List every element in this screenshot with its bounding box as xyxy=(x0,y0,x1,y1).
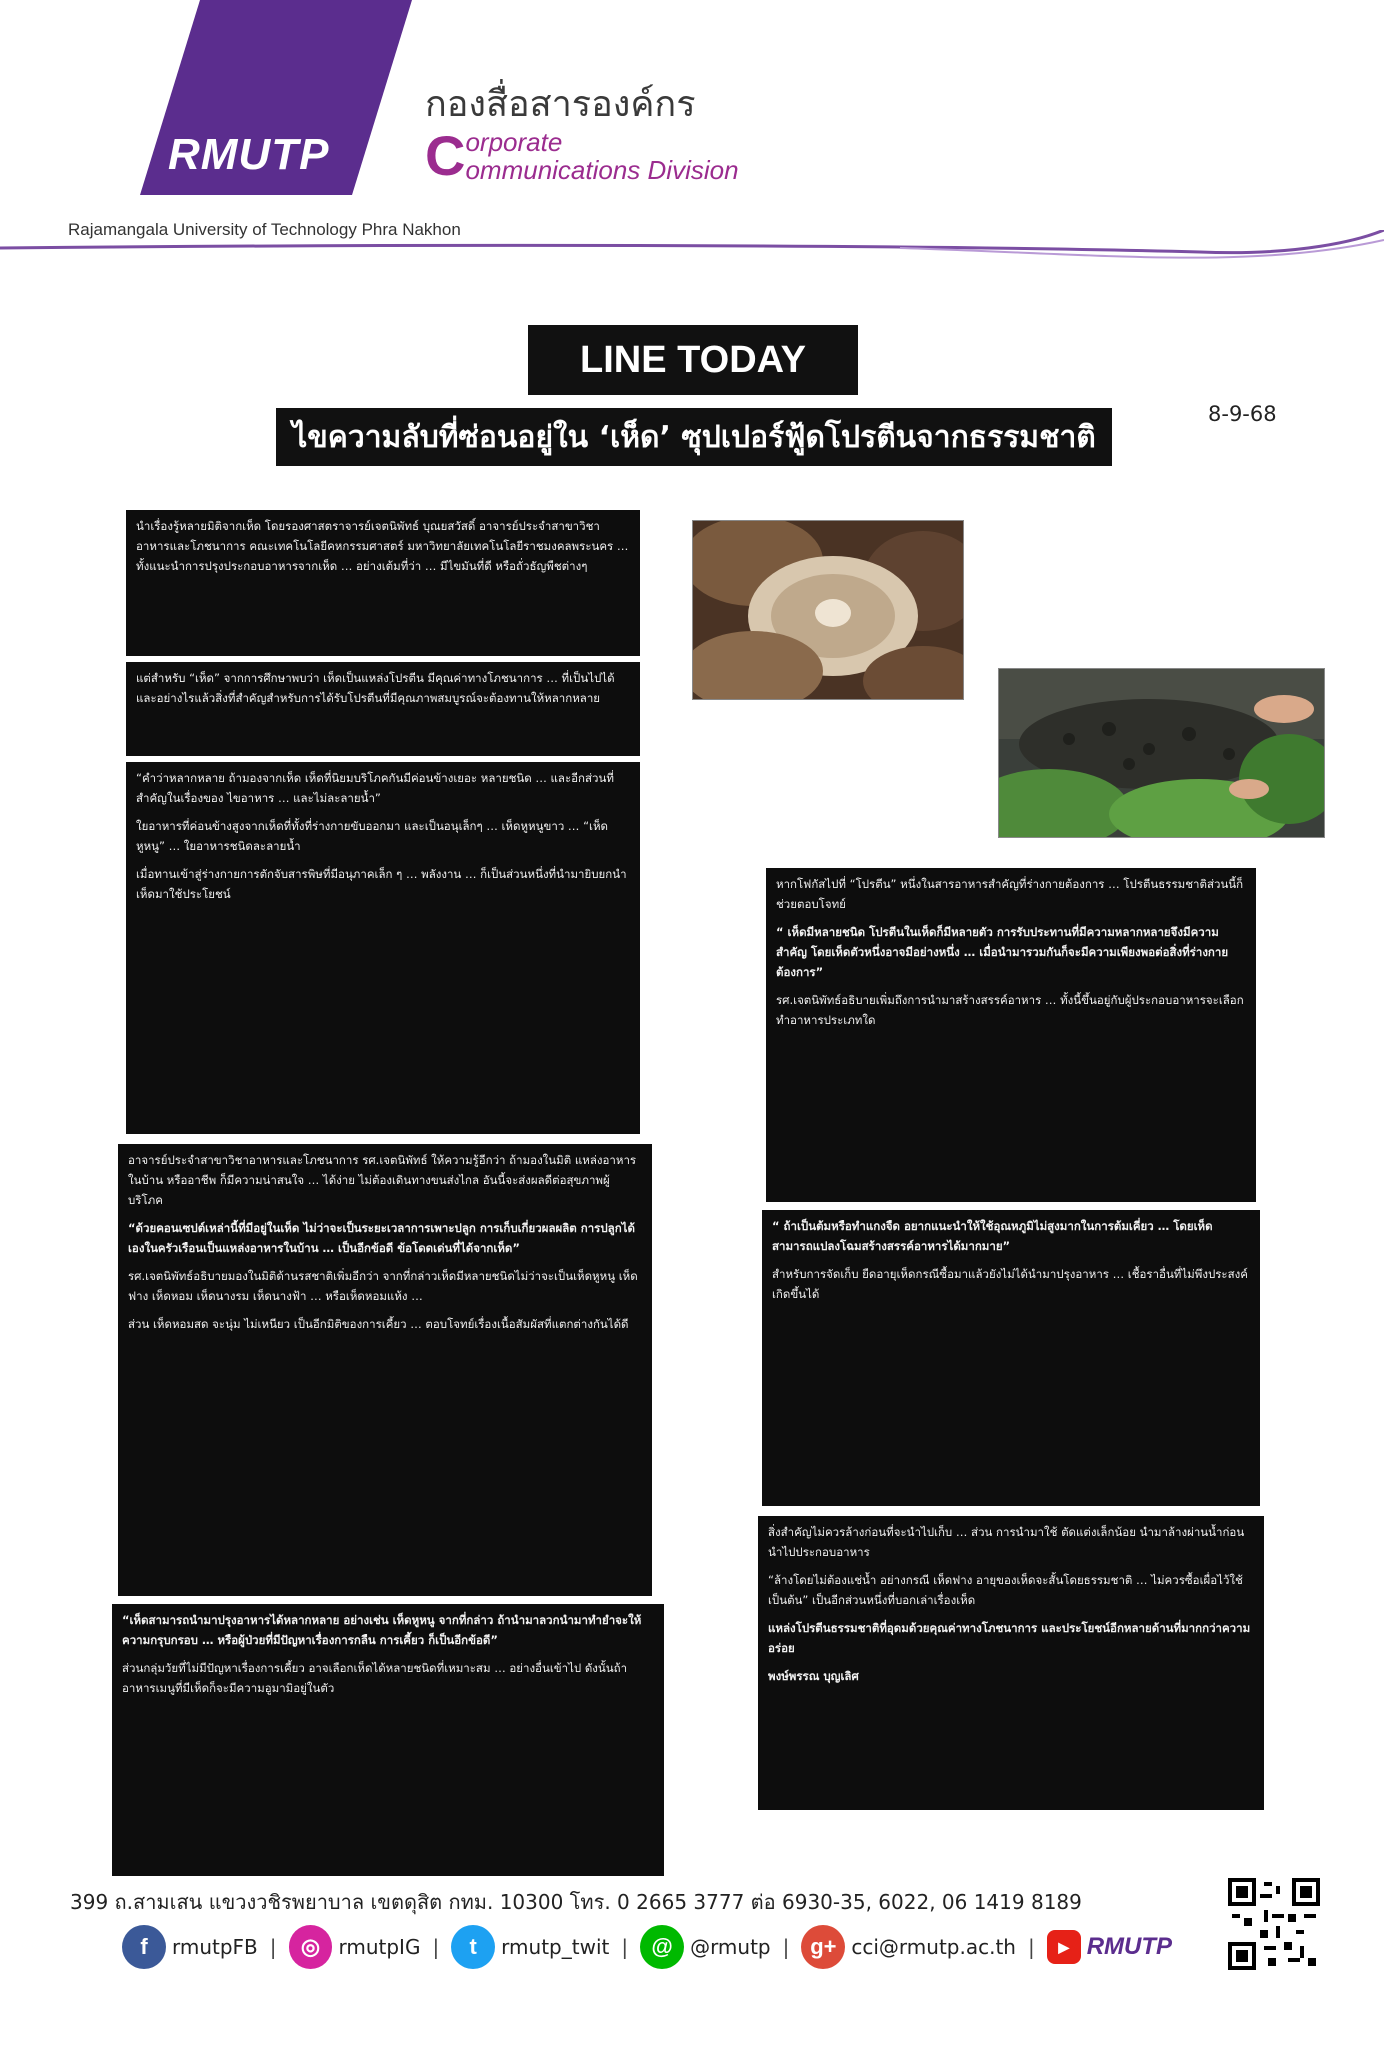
paragraph: ส่วนกลุ่มวัยที่ไม่มีปัญหาเรื่องการเคี้ยว อาจเลือกเห็ดได้หลายชนิดที่เหมาะสม … อย่างอื่นเข้าไป ดังนั้นถ้าอาหารเมนูที่มีเห็ดก็จะมีความอูมามิอยู่ในตัว xyxy=(122,1661,628,1695)
dept-initial-c: C xyxy=(425,124,466,187)
right-text-block-1 xyxy=(766,868,1256,1202)
separator: | xyxy=(432,1935,440,1959)
university-name: Rajamangala University of Technology Phra Nakhon xyxy=(68,220,461,239)
twitter-handle[interactable]: rmutp_twit xyxy=(501,1935,610,1959)
right-text-block-3 xyxy=(758,1516,1264,1810)
instagram-icon[interactable]: ◎ xyxy=(289,1925,333,1969)
paragraph: ส่วน เห็ดหอมสด จะนุ่ม ไม่เหนียว เป็นอีกมิติของการเคี้ยว … ตอบโจทย์เรื่องเนื้อสัมผัสที่แตกต่างกันได้ดี xyxy=(128,1317,629,1331)
paragraph: “ เห็ดมีหลายชนิด โปรตีนในเห็ดก็มีหลายตัว การรับประทานที่มีความหลากหลายจึงมีความสำคัญ โดยเห็ดตัวหนึ่งอาจมีอย่างหนึ่ง … เมื่อนำมารวมกันก็จะมีความเพียงพอต่อสิ่งที่ร่างกายต้องการ” xyxy=(776,925,1229,979)
author-name: พงษ์พรรณ บุญเลิศ xyxy=(768,1669,859,1683)
line-icon[interactable]: @ xyxy=(640,1925,684,1969)
department-thai-name: กองสื่อสารองค์กร xyxy=(425,84,696,125)
mushroom-photo xyxy=(692,520,964,700)
paragraph: เมื่อทานเข้าสู่ร่างกายการตักจับสารพิษที่มีอนุภาคเล็ก ๆ … พลังงาน … ก็เป็นส่วนหนึ่งที่นำมายิบยกนำเห็ดมาใช้ประโยชน์ xyxy=(136,867,627,901)
paragraph: แต่สำหรับ “เห็ด” จากการศึกษาพบว่า เห็ดเป็นแหล่งโปรตีน มีคุณค่าทางโภชนาการ … ที่เป็นไปได้ และอย่างไรแล้วสิ่งที่สำคัญสำหรับการได้รับโปรตีนที่มีคุณภาพสมบูรณ์จะต้องทานให้หลากหลาย xyxy=(136,671,615,705)
article-headline: ไขความลับที่ซ่อนอยู่ใน ‘เห็ด’ ซุปเปอร์ฟู้ดโปรตีนจากธรรมชาติ xyxy=(276,408,1112,466)
paragraph: “ล้างโดยไม่ต้องแช่น้ำ อย่างกรณี เห็ดฟาง อายุของเห็ดจะสั้นโดยธรรมชาติ … ไม่ควรซื้อเผื่อไว้ใช้ เป็นต้น” เป็นอีกส่วนหนึ่งที่บอกเล่าเรื่องเห็ด xyxy=(768,1573,1243,1607)
facebook-icon[interactable]: f xyxy=(122,1925,166,1969)
separator: | xyxy=(621,1935,629,1959)
paragraph: “ ถ้าเป็นต้มหรือทำแกงจืด อยากแนะนำให้ใช้อุณหภูมิไม่สูงมากในการต้มเคี่ยว … โดยเห็ดสามารถแปลงโฉมสร้างสรรค์อาหารได้มากมาย” xyxy=(772,1219,1213,1253)
separator: | xyxy=(269,1935,277,1959)
social-links xyxy=(122,1925,1172,1969)
department-english-name xyxy=(425,124,739,187)
paragraph: ใยอาหารที่ค่อนข้างสูงจากเห็ดที่ทั้งที่ร่างกายขับออกมา และเป็นอนุเล็กๆ … เห็ดหูหนูขาว … “เห็ดหูหนู” … ใยอาหารชนิดละลายน้ำ xyxy=(136,819,609,853)
youtube-icon[interactable]: ▶ xyxy=(1047,1930,1081,1964)
separator: | xyxy=(782,1935,790,1959)
instagram-handle[interactable]: rmutpIG xyxy=(338,1935,421,1959)
left-text-block-5 xyxy=(112,1604,664,1876)
separator: | xyxy=(1027,1935,1035,1959)
twitter-icon[interactable]: t xyxy=(451,1925,495,1969)
paragraph: รศ.เจตนิพัทธ์อธิบายมองในมิติด้านรสชาติเพิ่มอีกว่า จากที่กล่าวเห็ดมีหลายชนิดไม่ว่าจะเป็นเห็ดหูหนู เห็ดฟาง เห็ดหอม เห็ดนางรม เห็ดนางฟ้า … หรือเห็ดหอมแห้ง … xyxy=(128,1269,638,1303)
paragraph: รศ.เจตนิพัทธ์อธิบายเพิ่มถึงการนำมาสร้างสรรค์อาหาร … ทั้งนี้ขึ้นอยู่กับผู้ประกอบอาหารจะเลือกทำอาหารประเภทใด xyxy=(776,993,1244,1027)
left-text-block-1 xyxy=(126,510,640,656)
publish-date: 8-9-68 xyxy=(1208,402,1277,426)
facebook-handle[interactable]: rmutpFB xyxy=(171,1935,258,1959)
left-text-block-2 xyxy=(126,662,640,756)
right-text-block-2 xyxy=(762,1210,1260,1506)
paragraph: “เห็ดสามารถนำมาปรุงอาหารได้หลากหลาย อย่างเช่น เห็ดหูหนู จากที่กล่าว ถ้านำมาลวกนำมาทำยำจะให้ความกรุบกรอบ … หรือผู้ป่วยที่มีปัญหาเรื่องการกลืน การเคี้ยว ก็เป็นอีกข้อดี” xyxy=(122,1613,642,1647)
header-swoosh-line xyxy=(0,230,1384,290)
left-text-block-3 xyxy=(126,762,640,1134)
source-label: LINE TODAY xyxy=(528,325,858,395)
rmutp-logo-text: RMUTP xyxy=(168,130,330,179)
email-address[interactable]: cci@rmutp.ac.th xyxy=(851,1935,1016,1959)
google-plus-icon[interactable]: g+ xyxy=(801,1925,845,1969)
paragraph: “ด้วยคอนเซปต์เหล่านี้ที่มีอยู่ในเห็ด ไม่ว่าจะเป็นระยะเวลาการเพาะปลูก การเก็บเกี่ยวผลผลิต การปลูกได้เองในครัวเรือนเป็นแหล่งอาหารในบ้าน … เป็นอีกข้อดี ข้อโดดเด่นที่ได้จากเห็ด” xyxy=(128,1221,635,1255)
line-handle[interactable]: @rmutp xyxy=(690,1935,771,1959)
paragraph: สำหรับการจัดเก็บ ยืดอายุเห็ดกรณีซื้อมาแล้วยังไม่ได้นำมาปรุงอาหาร … เชื้อราอื่นที่ไม่พึงประสงค์เกิดขึ้นได้ xyxy=(772,1267,1248,1301)
youtube-channel[interactable]: RMUTP xyxy=(1086,1933,1173,1960)
contact-address: 399 ถ.สามเสน แขวงวชิรพยาบาล เขตดุสิต กทม. 10300 โทร. 0 2665 3777 ต่อ 6930-35, 6022, 06 1419 8189 xyxy=(70,1890,1082,1914)
paragraph: นำเรื่องรู้หลายมิติจากเห็ด โดยรองศาสตราจารย์เจตนิพัทธ์ บุณยสวัสดิ์ อาจารย์ประจำสาขาวิชาอาหารและโภชนาการ คณะเทคโนโลยีคหกรรมศาสตร์ มหาวิทยาลัยเทคโนโลยีราชมงคลพระนคร … ทั้งแนะนำการปรุงประกอบอาหารจากเห็ด … อย่างเต้มที่ว่า … มีไขมันที่ดี หรือถั่วธัญพืชต่างๆ xyxy=(136,519,629,573)
qr-code xyxy=(1228,1878,1320,1970)
left-text-block-4 xyxy=(118,1144,652,1596)
paragraph: แหล่งโปรตีนธรรมชาติที่อุดมด้วยคุณค่าทางโภชนาการ และประโยชน์อีกหลายด้านที่มากกว่าความอร่อย xyxy=(768,1621,1251,1655)
paragraph: สิ่งสำคัญไม่ควรล้างก่อนที่จะนำไปเก็บ … ส่วน การนำมาใช้ ตัดแต่งเล็กน้อย นำมาล้างผ่านน้ำก่อนนำไปประกอบอาหาร xyxy=(768,1525,1245,1559)
paragraph: “คำว่าหลากหลาย ถ้ามองจากเห็ด เห็ดที่นิยมบริโภคกันมีค่อนข้างเยอะ หลายชนิด … และอีกส่วนที่สำคัญในเรื่องของ ไขอาหาร … และไม่ละลายน้ำ” xyxy=(136,771,614,805)
paragraph: หากโฟกัสไปที่ “โปรตีน” หนึ่งในสารอาหารสำคัญที่ร่างกายต้องการ … โปรตีนธรรมชาติส่วนนี้ก็ช่วยตอบโจทย์ xyxy=(776,877,1244,911)
vegetables-market-photo xyxy=(998,668,1325,838)
dept-en-line2: ommunications Division xyxy=(465,155,739,185)
dept-en-line1: orporate xyxy=(465,127,563,157)
paragraph: อาจารย์ประจำสาขาวิชาอาหารและโภชนาการ รศ.เจตนิพัทธ์ ให้ความรู้อีกว่า ถ้ามองในมิติ แหล่งอาหารในบ้าน หรืออาชีพ ก็มีความน่าสนใจ … ได้ง่าย ไม่ต้องเดินทางขนส่งไกล อันนี้จะส่งผลดีต่อสุขภาพผู้บริโภค xyxy=(128,1153,637,1207)
